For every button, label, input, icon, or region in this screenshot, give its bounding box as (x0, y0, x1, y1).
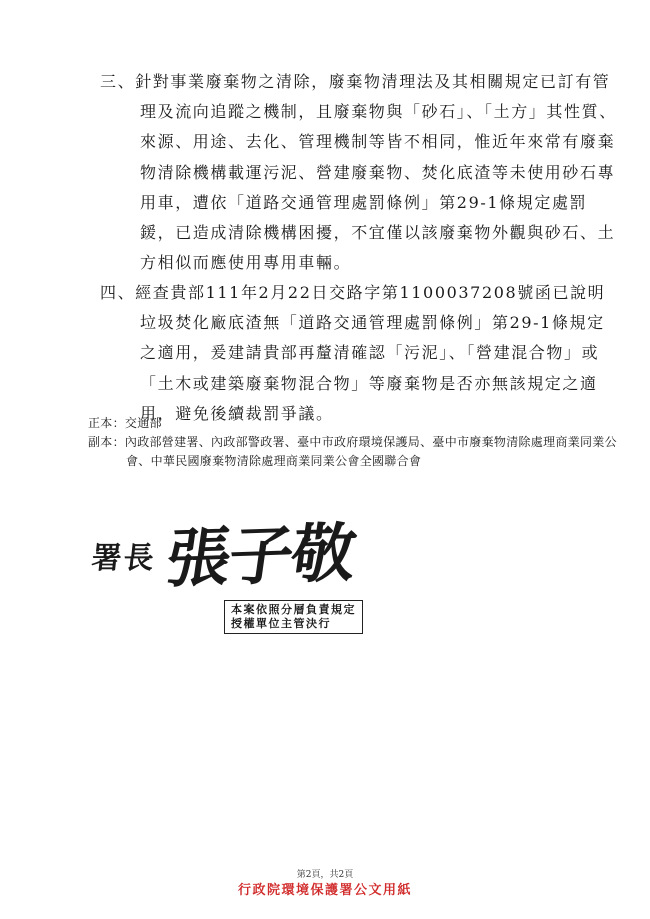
stamp-line-2: 授權單位主管決行 (231, 617, 331, 630)
main-recipients-label: 正本： (88, 416, 125, 430)
main-recipients-list: 交通部 (124, 416, 162, 430)
copy-recipients (88, 433, 626, 471)
paragraph-marker: 三、 (100, 72, 136, 91)
main-recipients (88, 414, 626, 433)
copy-recipients-list: 內政部營建署、內政部警政署、臺中市政府環境保護局、臺中市廢棄物清除處理商業同業公會、中華民國廢棄物清除處理商業同業公會全國聯合會 (124, 435, 617, 468)
paragraph-text: 經查貴部111年2月22日交路字第1100037208號函已說明垃圾焚化廠底渣無「道路交通管理處罰條例」第29-1條規定之適用，爰建請貴部再釐清確認「污泥」、「營建混合物」或「土木或建築廢棄物混合物」等廢棄物是否亦無該規定之適用，避免後續裁罰爭議。 (135, 283, 606, 423)
signature-title: 署長 (89, 541, 158, 576)
stamp-line-1: 本案依照分層負責規定 (231, 603, 356, 616)
paragraph-4 (100, 278, 618, 429)
paragraph-3 (100, 67, 618, 278)
page-number: 第2頁，共2頁 (296, 870, 354, 880)
copy-recipients-label: 副本： (88, 435, 125, 449)
delegation-stamp (224, 600, 363, 634)
signature-block (80, 505, 400, 605)
paragraph-text: 針對事業廢棄物之清除，廢棄物清理法及其相關規定已訂有管理及流向追蹤之機制，且廢棄物與「砂石」、「土方」其性質、來源、用途、去化、管理機制等皆不相同，惟近年來常有廢棄物清除機構載運污泥、營建廢棄物、焚化底渣等未使用砂石專用車，遭依「道路交通管理處罰條例」第29-1條規定處罰鍰，已造成清除機構困擾，不宜僅以該廢棄物外觀與砂石、土方相似而應使用專用車輛。 (135, 72, 617, 273)
signature-name: 張子敬 (161, 515, 360, 598)
paragraph-marker: 四、 (100, 283, 136, 302)
letterhead-footer: 行政院環境保護署公文用紙 (237, 883, 412, 898)
